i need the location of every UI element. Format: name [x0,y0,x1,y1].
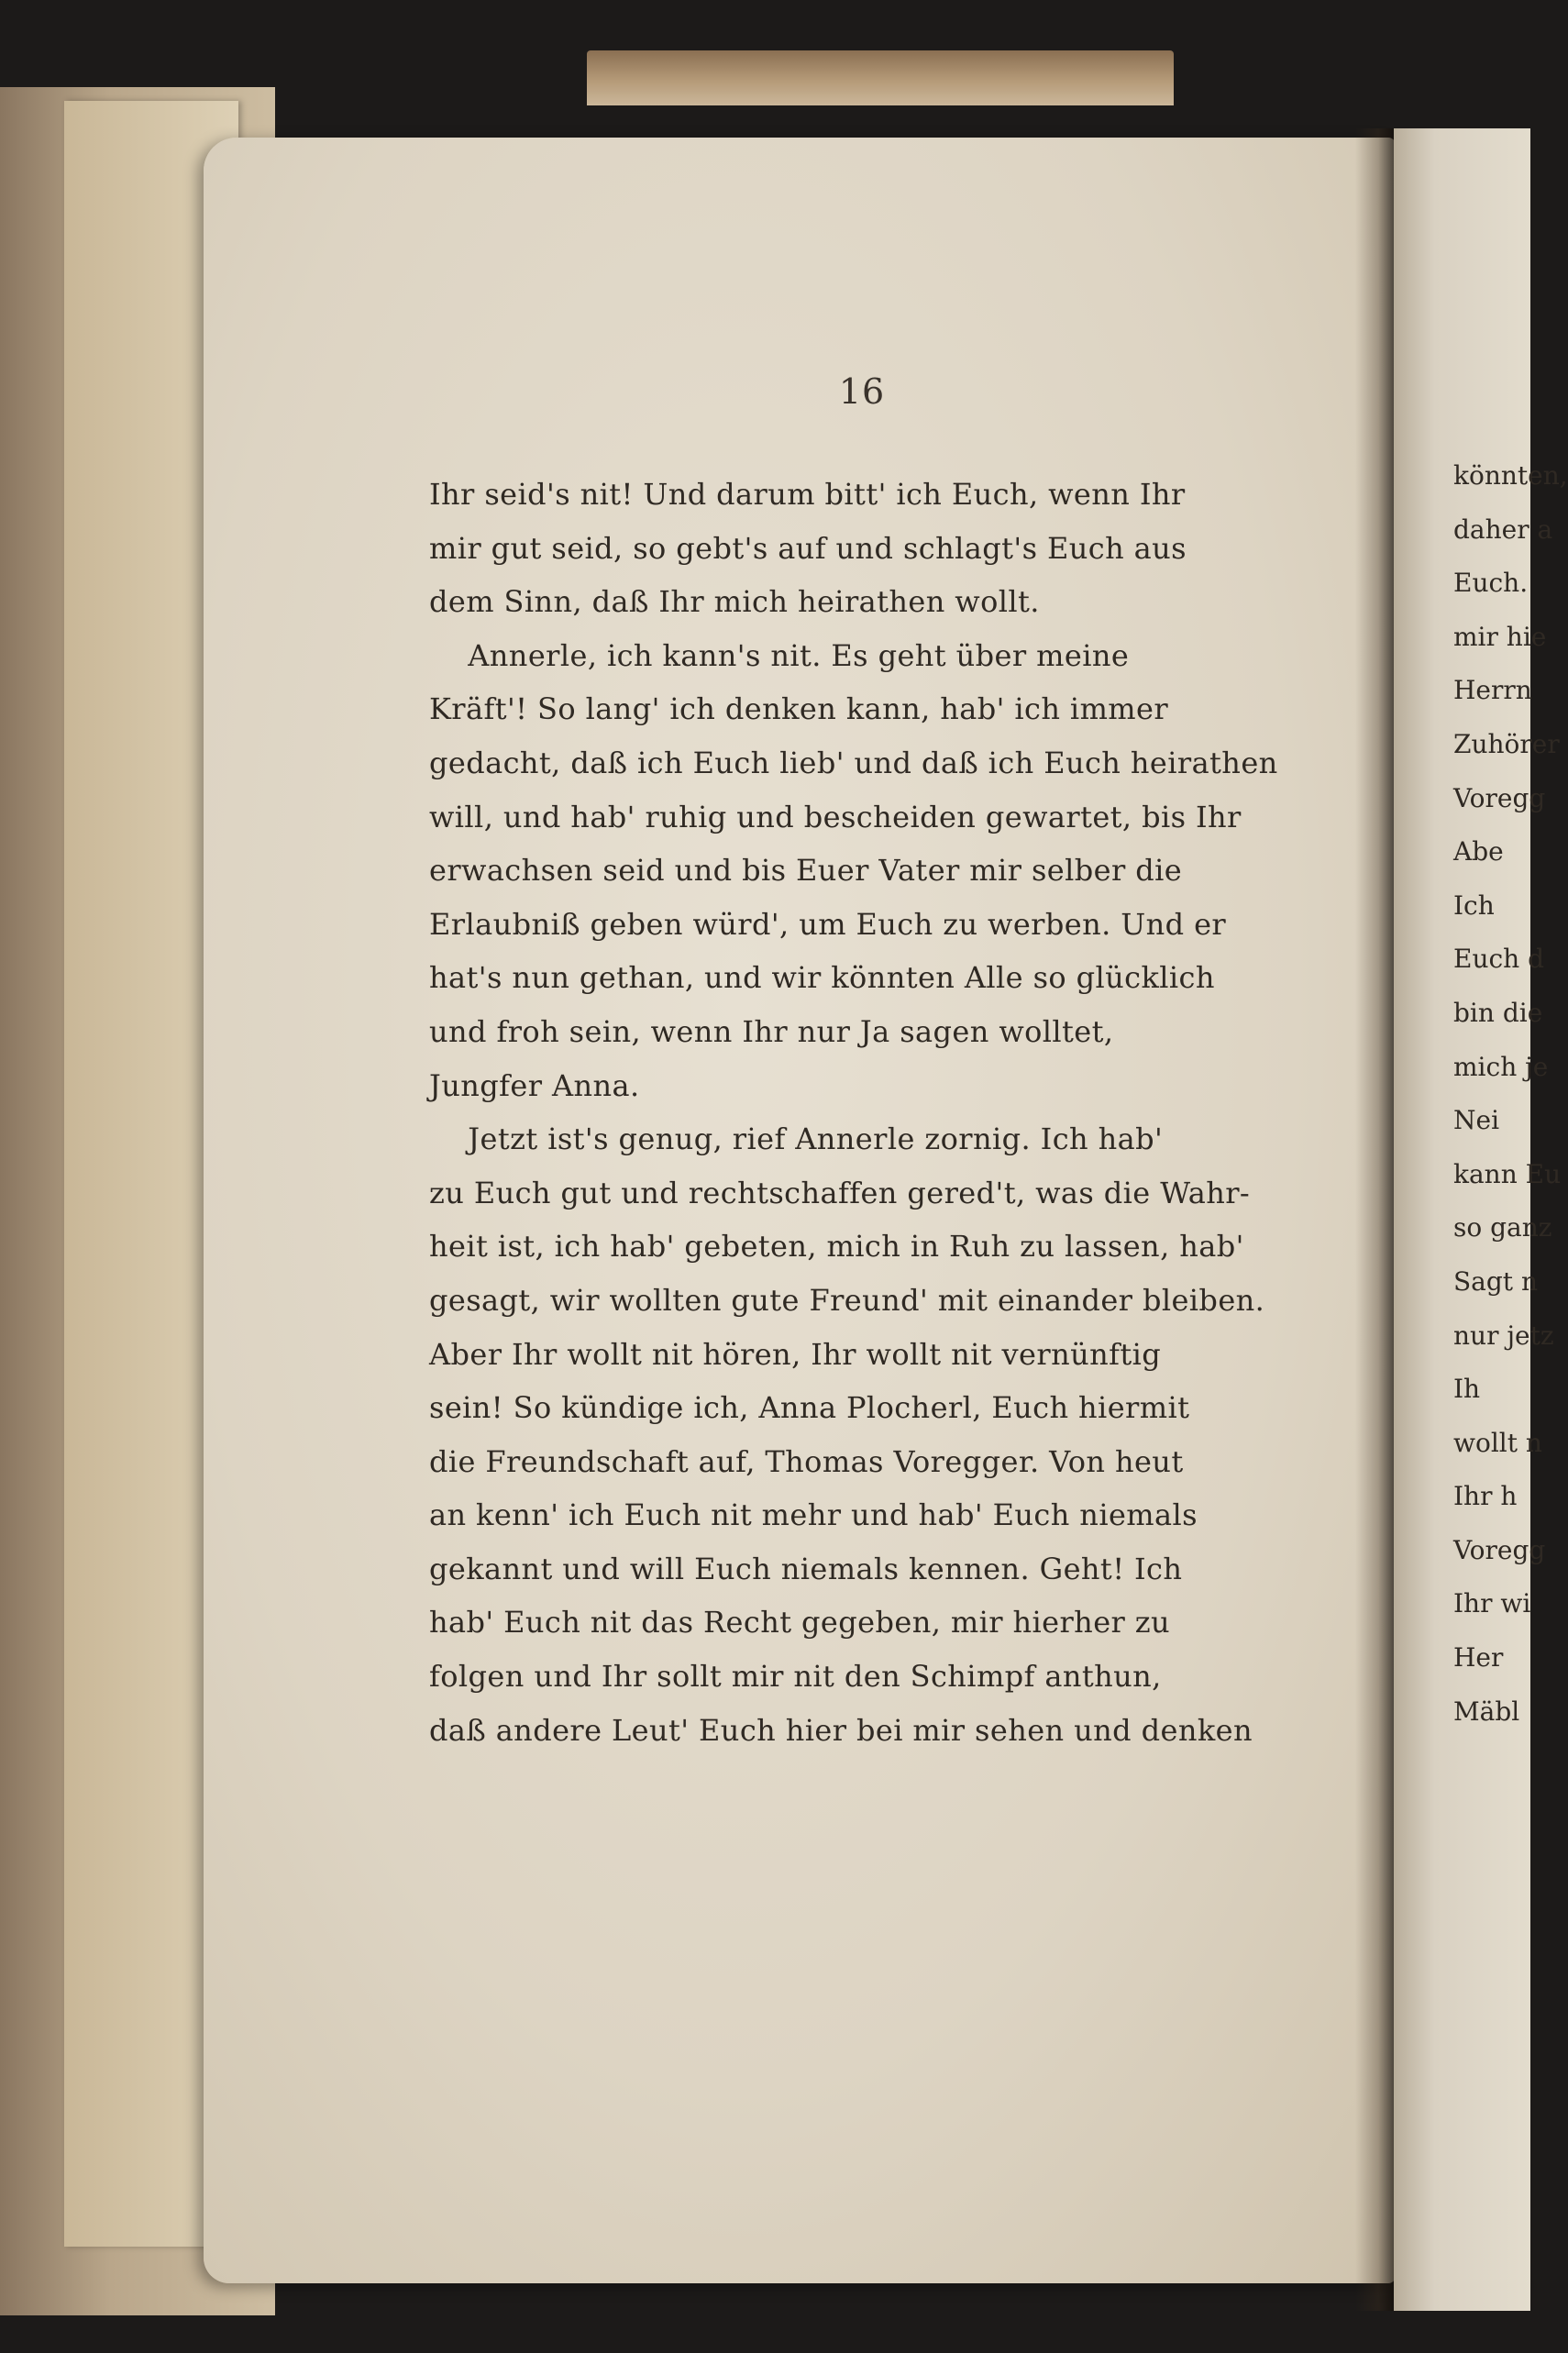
facing-text-fragment: Abe [1453,836,1504,867]
facing-text-fragment: könnten, [1453,460,1568,491]
text-line: Erlaubniß geben würd', um Euch zu werben. Und er [429,906,1227,942]
text-line: Aber Ihr wollt nit hören, Ihr wollt nit vernünftig [429,1336,1162,1372]
text-line: Kräft'! So lang' ich denken kann, hab' ich immer [429,691,1169,727]
text-line: Ihr seid's nit! Und darum bitt' ich Euch, wenn Ihr [429,477,1186,512]
facing-text-fragment: Sagt n [1453,1265,1538,1297]
text-line: Jetzt ist's genug, rief Annerle zornig. Ich hab' [429,1121,1164,1157]
text-line: die Freundschaft auf, Thomas Voregger. Von heut [429,1443,1184,1479]
page-body-text [429,468,1309,1757]
facing-text-fragment: Herrn [1453,675,1532,706]
facing-text-fragment: Voregg [1453,782,1546,813]
facing-text-fragment: nur jetz [1453,1320,1554,1351]
binding-edge [587,50,1174,105]
text-line: hat's nun gethan, und wir könnten Alle so glücklich [429,960,1215,996]
facing-text-fragment: daher a [1453,514,1553,545]
facing-text-fragment: mir hie [1453,621,1547,652]
text-line: zu Euch gut und rechtschaffen gered't, was die Wahr- [429,1175,1251,1210]
facing-text-fragment: Euch. [1453,568,1529,599]
text-line: an kenn' ich Euch nit mehr und hab' Euch niemals [429,1497,1198,1533]
text-line: gekannt und will Euch niemals kennen. Geht! Ich [429,1551,1183,1586]
text-line: will, und hab' ruhig und bescheiden gewartet, bis Ihr [429,799,1242,834]
text-line: dem Sinn, daß Ihr mich heirathen wollt. [429,584,1040,620]
page-number: 16 [838,371,886,412]
text-line: gesagt, wir wollten gute Freund' mit einander bleiben. [429,1282,1265,1318]
facing-text-fragment: Mäbl [1453,1696,1520,1727]
facing-text-fragment: mich je [1453,1051,1549,1082]
text-line: heit ist, ich hab' gebeten, mich in Ruh zu lassen, hab' [429,1229,1244,1265]
text-line: erwachsen seid und bis Euer Vater mir selber die [429,853,1183,889]
facing-text-fragment: Voregg [1453,1534,1546,1565]
facing-text-fragment: Zuhörer [1453,728,1560,759]
facing-page-text [1453,449,1568,1739]
facing-text-fragment: kann Eu [1453,1158,1562,1189]
facing-text-fragment: Ihr wi [1453,1588,1531,1619]
facing-text-fragment: Her [1453,1642,1504,1674]
text-line: hab' Euch nit das Recht gegeben, mir hierher zu [429,1605,1171,1640]
facing-text-fragment: bin die [1453,997,1543,1028]
facing-text-fragment: wollt n [1453,1427,1542,1458]
text-line: Annerle, ich kann's nit. Es geht über meine [429,637,1130,673]
facing-text-fragment: Ih [1453,1374,1481,1405]
text-line: gedacht, daß ich Euch lieb' und daß ich Euch heirathen [429,745,1278,780]
facing-text-fragment: Ihr h [1453,1481,1518,1512]
text-line: daß andere Leut' Euch hier bei mir sehen und denken [429,1712,1253,1748]
book-gutter [1355,128,1394,2311]
text-line: folgen und Ihr sollt mir nit den Schimpf anthun, [429,1659,1162,1695]
facing-text-fragment: Nei [1453,1105,1500,1136]
facing-text-fragment: so ganz [1453,1212,1552,1243]
text-line: Jungfer Anna. [429,1067,640,1103]
text-line: sein! So kündige ich, Anna Plocherl, Euch hiermit [429,1390,1190,1426]
text-line: und froh sein, wenn Ihr nur Ja sagen wolltet, [429,1013,1114,1049]
facing-text-fragment: Euch d [1453,944,1545,975]
facing-text-fragment: Ich [1453,889,1495,921]
text-line: mir gut seid, so gebt's auf und schlagt's Euch aus [429,530,1187,566]
